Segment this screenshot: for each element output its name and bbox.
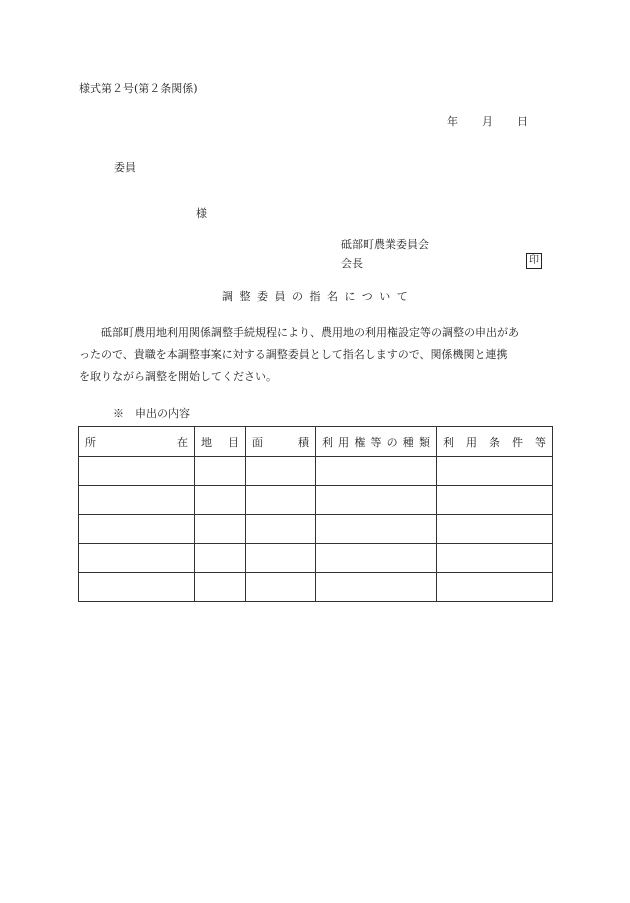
cell-area[interactable]	[246, 457, 316, 486]
header-land-category: 地 目	[195, 427, 246, 457]
header-right-type: 利 用 権 等 の 種 類	[316, 427, 437, 457]
cell-location[interactable]	[79, 457, 195, 486]
cell-conditions[interactable]	[437, 573, 553, 602]
sender-organization: 砥部町農業委員会	[341, 238, 429, 251]
cell-conditions[interactable]	[437, 544, 553, 573]
body-paragraph	[79, 322, 553, 388]
cell-right-type[interactable]	[316, 486, 437, 515]
date-month-label: 月	[482, 115, 493, 128]
recipient-role: 委員	[114, 161, 136, 174]
cell-area[interactable]	[246, 515, 316, 544]
cell-area[interactable]	[246, 573, 316, 602]
sender-title: 会長	[341, 257, 363, 270]
cell-right-type[interactable]	[316, 515, 437, 544]
cell-conditions[interactable]	[437, 457, 553, 486]
cell-land-category[interactable]	[195, 544, 246, 573]
table-row	[79, 457, 553, 486]
request-details-table	[78, 426, 553, 602]
cell-area[interactable]	[246, 486, 316, 515]
document-title: 調整委員の指名について	[222, 290, 415, 303]
section-label: ※ 申出の内容	[113, 407, 190, 420]
cell-right-type[interactable]	[316, 457, 437, 486]
table-header-row	[79, 427, 553, 457]
table-row	[79, 515, 553, 544]
table-row	[79, 486, 553, 515]
body-line: ったので、貴職を本調整事案に対する調整委員として指名しますので、関係機関と連携	[79, 348, 508, 361]
cell-location[interactable]	[79, 486, 195, 515]
seal-stamp: 印	[526, 253, 542, 269]
cell-land-category[interactable]	[195, 457, 246, 486]
cell-land-category[interactable]	[195, 515, 246, 544]
date-day-label: 日	[517, 115, 528, 128]
table-row	[79, 544, 553, 573]
cell-location[interactable]	[79, 544, 195, 573]
cell-location[interactable]	[79, 573, 195, 602]
form-number: 様式第２号(第２条関係)	[79, 82, 198, 95]
body-line: を取りながら調整を開始してください。	[79, 370, 277, 383]
header-conditions: 利 用 条 件 等	[437, 427, 553, 457]
header-location: 所 在	[79, 427, 195, 457]
cell-right-type[interactable]	[316, 573, 437, 602]
cell-conditions[interactable]	[437, 515, 553, 544]
body-line: 砥部町農用地利用関係調整手続規程により、農用地の利用権設定等の調整の申出があ	[101, 326, 519, 339]
cell-location[interactable]	[79, 515, 195, 544]
cell-right-type[interactable]	[316, 544, 437, 573]
recipient-honorific: 様	[196, 207, 207, 220]
cell-conditions[interactable]	[437, 486, 553, 515]
table-row	[79, 573, 553, 602]
cell-land-category[interactable]	[195, 573, 246, 602]
header-area: 面 積	[246, 427, 316, 457]
date-year-label: 年	[447, 115, 458, 128]
cell-land-category[interactable]	[195, 486, 246, 515]
cell-area[interactable]	[246, 544, 316, 573]
